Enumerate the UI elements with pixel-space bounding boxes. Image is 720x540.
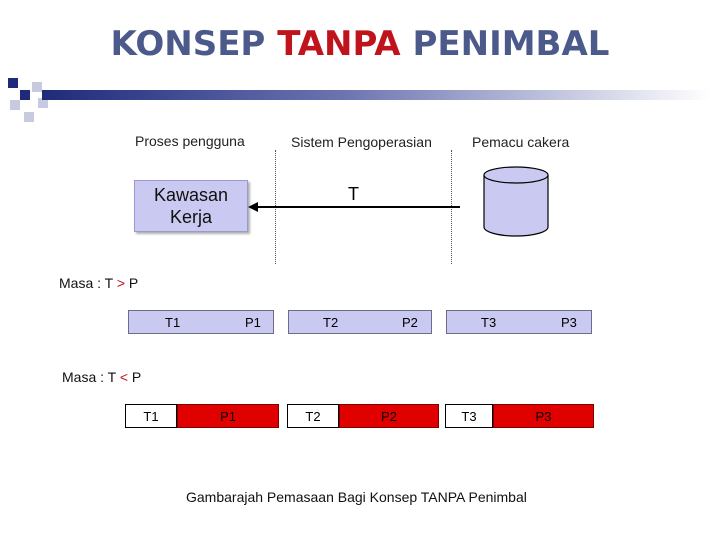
column-label-disk: Pemacu cakera — [472, 134, 570, 150]
disk-drive-icon — [482, 165, 552, 239]
timeline-1-block-2 — [288, 310, 432, 334]
column-label-os: Sistem Pengoperasian — [291, 134, 432, 150]
diagram-caption: Gambarajah Pemasaan Bagi Konsep TANPA Penimbal — [186, 489, 527, 505]
column-label-user: Proses pengguna — [135, 133, 245, 149]
timeline-1-t3-label: T3 — [481, 314, 497, 330]
timeline-1-p2-label: P2 — [402, 314, 418, 330]
timeline-2-p2: P2 — [339, 404, 439, 428]
timeline-1-p1-label: P1 — [245, 314, 261, 330]
timeline-1-t1-label: T1 — [165, 314, 181, 330]
workspace-label-line-1: Kawasan — [153, 185, 229, 205]
title-part-1: KONSEP — [110, 24, 266, 64]
timeline-1-p3-label: P3 — [561, 314, 577, 330]
transfer-label: T — [348, 184, 359, 204]
timeline-2-p1: P1 — [177, 404, 279, 428]
title-rule — [42, 90, 710, 100]
title-part-2: TANPA — [277, 24, 401, 64]
workspace-box — [134, 180, 248, 232]
timeline-1-t2-label: T2 — [323, 314, 339, 330]
case-2-label: Masa : T < P — [62, 369, 142, 385]
timeline-2-t1: T1 — [125, 404, 177, 428]
timeline-1-block-3 — [446, 310, 592, 334]
timeline-1-block-1 — [128, 310, 274, 334]
case-1-label: Masa : T > P — [59, 275, 139, 291]
workspace-label-line-2: Kerja — [169, 207, 213, 227]
slide-title — [0, 24, 720, 64]
timeline-2-t2: T2 — [287, 404, 339, 428]
timeline-2-t3: T3 — [445, 404, 493, 428]
title-part-3: PENIMBAL — [412, 24, 610, 64]
timeline-2-p3: P3 — [493, 404, 594, 428]
